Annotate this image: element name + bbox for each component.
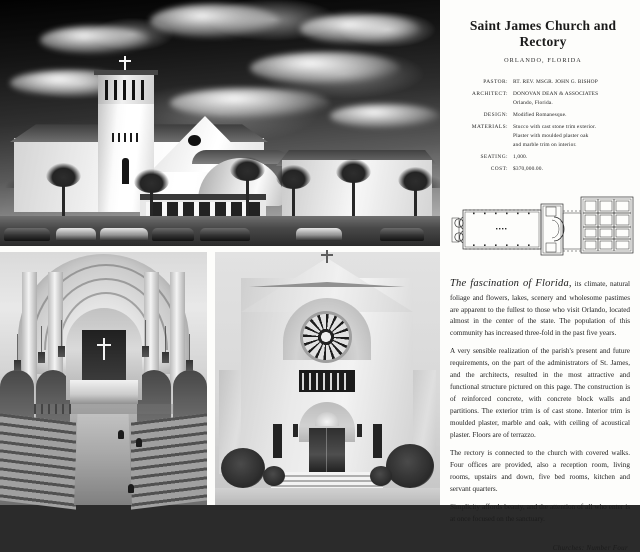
cloud [300, 14, 420, 44]
shrub [386, 444, 434, 488]
tower-window [122, 158, 129, 184]
spec-value [513, 121, 640, 151]
parked-car [200, 228, 250, 241]
parked-car [152, 228, 194, 241]
spec-row-design [446, 109, 640, 121]
cloud [150, 4, 280, 38]
spec-value [513, 76, 640, 88]
pews [0, 413, 76, 509]
wall-lantern [357, 424, 362, 437]
spec-row-architect [446, 88, 640, 109]
hanging-lamp [162, 352, 169, 363]
spec-label: PASTOR: [483, 78, 508, 85]
spec-line: 1,000. [513, 153, 528, 160]
center-aisle [74, 414, 132, 505]
spec-label: COST: [490, 165, 508, 172]
shrub [221, 448, 265, 488]
spec-label: ARCHITECT: [472, 90, 508, 97]
communion-rail [34, 404, 174, 414]
text-column [446, 0, 640, 552]
seated-figure [118, 430, 124, 439]
specifications-table [446, 76, 640, 175]
interior-photograph [0, 252, 207, 505]
article-body [450, 275, 630, 526]
parked-car [296, 228, 342, 241]
side-aisle-arch [36, 370, 70, 422]
spec-value [513, 109, 640, 121]
spec-value [513, 151, 640, 163]
article-paragraph: A very sensible realization of the parish's present and future requirements, on the part of the administrators of St. James, and the architects, resulted in the most attractive and functional structure pictured on this page. The construction is of reinforced concrete, with concrete block walls and partitions. The exterior trim is of cast stone. Interior trim is moulded plaster, marble and oak, with ceiling of acoustical plaster. Floors are of terrazzo. [450, 347, 630, 440]
spec-row-seating [446, 151, 640, 163]
article-paragraph: Simplicity affords beauty, and the attention of all who enter is at once focused on the sanctuary. [450, 502, 630, 523]
arcaded-gallery [299, 370, 355, 392]
spec-line: Plaster with moulded plaster oak [513, 132, 589, 139]
cross-icon [326, 250, 328, 263]
page-subtitle: ORLANDO, FLORIDA [504, 57, 582, 65]
floor-plan-drawing [446, 187, 640, 265]
rose-window [303, 314, 349, 360]
cloud [40, 26, 150, 54]
hanging-lamp [186, 360, 193, 371]
colophon-number: : Number Four [581, 543, 628, 552]
spec-label: SEATING: [480, 153, 508, 160]
parked-car [380, 228, 424, 241]
crucifix-icon [103, 338, 105, 360]
article-lede-paragraph [450, 275, 630, 340]
oculus-window [188, 135, 201, 146]
spec-line: and marble trim on interior. [513, 141, 577, 148]
side-window [373, 424, 382, 458]
article-lede: The fascination of Florida, [450, 278, 572, 290]
spec-label: DESIGN: [483, 111, 508, 118]
tower-louvre [112, 133, 140, 142]
spec-row-materials [446, 121, 640, 151]
article-lede-rest: its climate, natural foliage and flowers, lakes, scenery and wholesome pastimes are apparent to the fullest to those who visit Orlando, located almost in the center of the state. The population of this community has increased three-fold in the past five years. [450, 280, 630, 338]
tower-cornice [94, 70, 158, 75]
palm-tree [352, 172, 355, 222]
spec-line: Orlando, Florida. [513, 99, 553, 106]
hanging-lamp [38, 352, 45, 363]
exterior-photograph [0, 0, 440, 246]
spec-label: MATERIALS: [471, 123, 508, 130]
cloud [250, 52, 400, 84]
palm-tree [246, 170, 249, 222]
hanging-lamp [14, 360, 21, 371]
cloud [170, 88, 330, 118]
spec-row-pastor [446, 76, 640, 88]
cross-icon [124, 56, 126, 70]
spec-line: RT. REV. MSGR. JOHN G. BISHOP [513, 78, 598, 85]
spec-line: Modified Romanesque. [513, 111, 567, 118]
pews [131, 413, 207, 509]
side-window [273, 424, 282, 458]
floor-plan-svg [446, 187, 640, 265]
facade-photograph [215, 252, 440, 505]
spec-value [513, 88, 640, 109]
parked-car [100, 228, 148, 241]
spec-line: DONOVAN DEAN & ASSOCIATES [513, 90, 599, 97]
parked-car [4, 228, 50, 241]
belfry [98, 74, 154, 104]
hanging-lamp [142, 346, 149, 357]
shrub [263, 466, 285, 486]
colophon [446, 544, 628, 552]
hanging-lamp [58, 346, 65, 357]
spec-value [513, 163, 640, 175]
colophon-series: Churches [552, 543, 582, 552]
seated-figure [128, 484, 134, 493]
article-paragraph: The rectory is connected to the church with covered walks. Four offices are provided, also a reception room, living rooms, upstairs and down, five bed rooms, kitchen and servant quarters. [450, 449, 630, 493]
spec-line: $370,000.00. [513, 165, 544, 172]
wall-lantern [293, 424, 298, 437]
spec-line: Stucco with cast stone trim exterior. [513, 123, 597, 130]
shrub [370, 466, 392, 486]
seated-figure [136, 438, 142, 447]
side-aisle-arch [137, 370, 171, 422]
cloud [330, 104, 440, 128]
spec-row-cost [446, 163, 640, 175]
altar [70, 380, 138, 404]
parked-car [56, 228, 96, 241]
forecourt [215, 488, 440, 505]
entrance-doors [309, 428, 345, 472]
page-title: Saint James Church and Rectory [469, 18, 617, 50]
